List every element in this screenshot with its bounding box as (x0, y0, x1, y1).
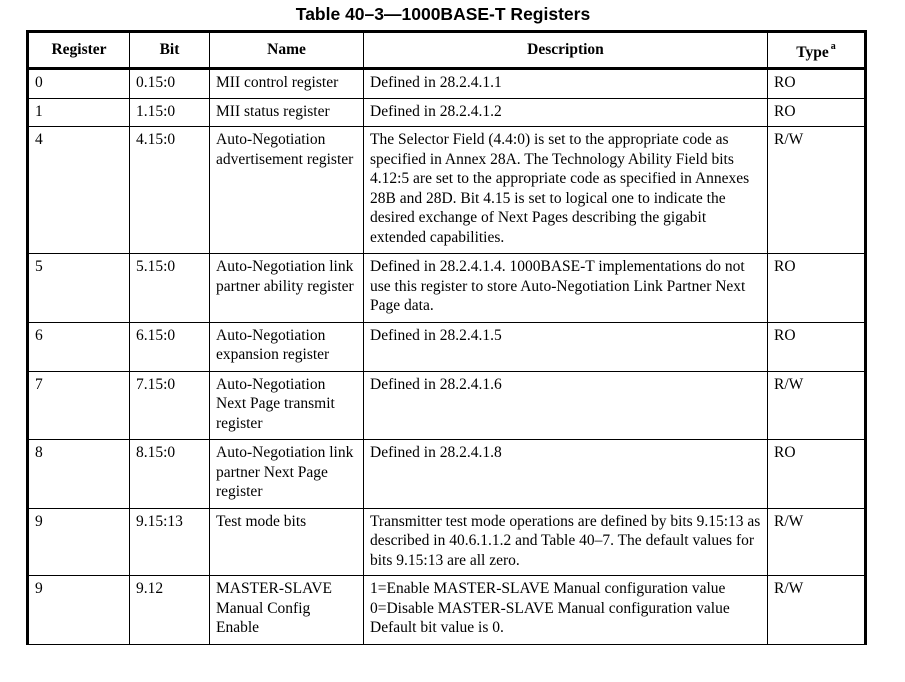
register-cell: 8 (28, 440, 130, 509)
table-row (28, 576, 866, 645)
type-cell: R/W (768, 127, 866, 254)
type-cell: RO (768, 98, 866, 127)
description-text: Defined in 28.2.4.1.4. 1000BASE-T implementations do not use this register to store Auto-Negotiation Link Partner Next Page data. (370, 258, 746, 314)
register-cell: 0 (28, 69, 130, 99)
register-cell: 5 (28, 254, 130, 323)
description-cell (364, 576, 768, 645)
description-cell (364, 440, 768, 509)
table-row (28, 69, 866, 99)
type-cell: RO (768, 322, 866, 371)
description-cell (364, 371, 768, 440)
table-row (28, 254, 866, 323)
description-cell (364, 508, 768, 576)
table-row (28, 508, 866, 576)
description-cell (364, 98, 768, 127)
description-cell (364, 69, 768, 99)
description-text: Transmitter test mode operations are defined by bits 9.15:13 as described in 40.6.1.1.2 and Table 40–7. The default values for bits 9.15:13 are all zero. (370, 512, 761, 569)
register-cell: 7 (28, 371, 130, 440)
registers-table (26, 30, 867, 645)
register-cell: 9 (28, 508, 130, 576)
name-cell: Auto-Negotiation link partner ability register (210, 254, 364, 323)
type-cell: RO (768, 440, 866, 509)
name-cell: Auto-Negotiation Next Page transmit register (210, 371, 364, 440)
column-header-name: Name (210, 32, 364, 69)
description-text: Defined in 28.2.4.1.8 (370, 444, 502, 461)
description-text: 0=Disable MASTER-SLAVE Manual configuration value (370, 599, 730, 617)
description-text: The Selector Field (4.4:0) is set to the appropriate code as specified in Annex 28A. The Technology Ability Field bits 4.12:5 are set to the appropriate code as specified in Annexes 28B and 28D. Bit 4.15 is set to logical one to indicate the desired exchange of Next Pages describing the gigabit extended capabilities. (370, 131, 750, 246)
name-cell: Auto-Negotiation link partner Next Page register (210, 440, 364, 509)
bit-cell: 0.15:0 (130, 69, 210, 99)
column-header-bit: Bit (130, 32, 210, 69)
description-text: Defined in 28.2.4.1.2 (370, 102, 502, 120)
register-cell: 9 (28, 576, 130, 645)
description-cell (364, 322, 768, 371)
register-cell: 6 (28, 322, 130, 371)
name-cell: Test mode bits (210, 508, 364, 576)
type-cell: R/W (768, 508, 866, 576)
column-header-register: Register (28, 32, 130, 69)
table-row (28, 98, 866, 127)
type-cell: R/W (768, 576, 866, 645)
bit-cell: 9.15:13 (130, 508, 210, 576)
table-row (28, 371, 866, 440)
column-header-type-label: Type (796, 44, 829, 62)
register-cell: 4 (28, 127, 130, 254)
bit-cell: 7.15:0 (130, 371, 210, 440)
bit-cell: 9.12 (130, 576, 210, 645)
description-text: Defined in 28.2.4.1.6 (370, 375, 502, 393)
description-text: Defined in 28.2.4.1.5 (370, 326, 502, 344)
table-header-row (28, 32, 866, 69)
bit-cell: 8.15:0 (130, 440, 210, 509)
bit-cell: 6.15:0 (130, 322, 210, 371)
name-cell: MII status register (210, 98, 364, 127)
description-cell (364, 127, 768, 254)
name-cell: MII control register (210, 69, 364, 99)
table-body (28, 69, 866, 645)
table-row (28, 322, 866, 371)
table-row (28, 127, 866, 254)
description-text: Defined in 28.2.4.1.1 (370, 74, 502, 91)
bit-cell: 4.15:0 (130, 127, 210, 254)
table-title: Table 40–3—1000BASE-T Registers (295, 4, 591, 24)
description-cell (364, 254, 768, 323)
table-row (28, 440, 866, 509)
type-cell: RO (768, 254, 866, 323)
register-cell: 1 (28, 98, 130, 127)
bit-cell: 1.15:0 (130, 98, 210, 127)
name-cell: Auto-Negotiation advertisement register (210, 127, 364, 254)
type-cell: RO (768, 69, 866, 99)
column-header-description: Description (364, 32, 768, 69)
name-cell: MASTER-SLAVE Manual Config Enable (210, 576, 364, 645)
bit-cell: 5.15:0 (130, 254, 210, 323)
column-header-type (768, 32, 866, 69)
description-text: Default bit value is 0. (370, 619, 504, 636)
description-text: 1=Enable MASTER-SLAVE Manual configuration value (370, 580, 726, 597)
type-footnote-marker: a (830, 41, 836, 53)
type-cell: R/W (768, 371, 866, 440)
name-cell: Auto-Negotiation expansion register (210, 322, 364, 371)
